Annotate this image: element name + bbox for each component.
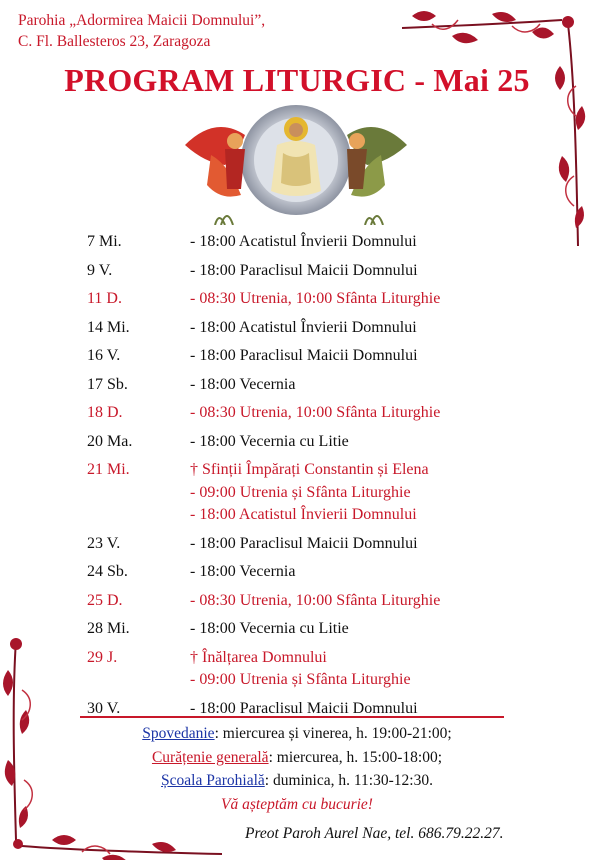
schedule-row [87, 558, 527, 587]
confession-note [0, 722, 594, 746]
schedule-row [87, 228, 527, 257]
schedule-day: 30 V. [87, 699, 121, 717]
schedule-event-line: - 18:00 Vecernia cu Litie [190, 432, 349, 450]
cleaning-text: : miercurea, h. 15:00-18:00; [268, 748, 443, 766]
schedule-row [87, 371, 527, 400]
cleaning-label: Curățenie generală [151, 748, 269, 766]
schedule-event-line: - 18:00 Vecernia cu Litie [190, 620, 349, 637]
ascension-icon [165, 105, 427, 225]
schedule-day: 25 D. [87, 591, 123, 609]
schedule-events [190, 260, 527, 283]
schedule-day: 23 V. [87, 534, 121, 552]
schedule-event-line: - 18:00 Acatistul Învierii Domnului [190, 506, 417, 523]
school-note [0, 769, 594, 793]
schedule-row [87, 257, 527, 286]
schedule-day: 7 Mi. [87, 233, 122, 250]
schedule-day: 9 V. [87, 261, 113, 279]
schedule-events [190, 402, 527, 425]
schedule-events [190, 618, 527, 641]
cleaning-note [0, 746, 594, 770]
schedule-day: 20 Ma. [87, 432, 133, 450]
schedule-event-line: - 18:00 Acatistul Învierii Domnului [190, 233, 417, 250]
schedule-day: 14 Mi. [87, 318, 130, 336]
schedule-row [87, 399, 527, 428]
confession-text: : miercurea și vinerea, h. 19:00-21:00; [214, 725, 452, 742]
schedule-event-line: - 18:00 Paraclisul Maicii Domnului [190, 534, 418, 552]
schedule-list [87, 228, 527, 723]
parish-name: Parohia „Adormirea Maicii Domnului”, [18, 12, 266, 29]
schedule-event-line: - 18:00 Paraclisul Maicii Domnului [190, 347, 418, 364]
notes-section [0, 722, 594, 816]
schedule-day: 21 Mi. [87, 461, 130, 478]
schedule-event-line: - 18:00 Vecernia [190, 563, 296, 580]
schedule-events [190, 533, 527, 556]
schedule-day: 29 J. [87, 648, 118, 666]
schedule-events [190, 561, 527, 584]
schedule-day: 28 Mi. [87, 620, 130, 637]
schedule-events [190, 317, 527, 340]
schedule-event-line: - 18:00 Paraclisul Maicii Domnului [190, 699, 418, 717]
priest-contact: Preot Paroh Aurel Nae, tel. 686.79.22.27. [245, 825, 504, 842]
schedule-event-line: - 18:00 Acatistul Învierii Domnului [190, 318, 417, 336]
parish-header [18, 10, 265, 52]
schedule-events [190, 231, 527, 254]
schedule-event-line: - 18:00 Vecernia [190, 375, 296, 393]
schedule-event-line: - 08:30 Utrenia, 10:00 Sfânta Liturghie [190, 404, 441, 421]
schedule-events [190, 374, 527, 397]
schedule-events [190, 345, 527, 368]
schedule-row [87, 695, 527, 724]
schedule-row [87, 342, 527, 371]
schedule-day: 11 D. [87, 290, 122, 307]
schedule-event-line: - 18:00 Paraclisul Maicii Domnului [190, 261, 418, 279]
schedule-row [87, 285, 527, 314]
school-label: Școala Parohială [161, 772, 265, 789]
schedule-events [190, 288, 527, 311]
schedule-row [87, 644, 527, 695]
parish-address: C. Fl. Ballesteros 23, Zaragoza [18, 33, 211, 50]
school-text: : duminica, h. 11:30-12:30. [264, 772, 433, 789]
schedule-day: 18 D. [87, 404, 123, 421]
schedule-event-line: † Înălțarea Domnului [190, 648, 327, 666]
welcome-note: Vă așteptăm cu bucurie! [221, 795, 373, 813]
schedule-events [190, 590, 527, 613]
schedule-event-line: - 09:00 Utrenia și Sfânta Liturghie [190, 483, 411, 501]
schedule-event-line: - 09:00 Utrenia și Sfânta Liturghie [190, 671, 411, 688]
schedule-row [87, 587, 527, 616]
schedule-day: 17 Sb. [87, 375, 128, 393]
schedule-row [87, 428, 527, 457]
schedule-row [87, 314, 527, 343]
schedule-events [190, 431, 527, 454]
schedule-event-line: † Sfinții Împărați Constantin și Elena [190, 461, 429, 478]
schedule-events [190, 647, 527, 692]
confession-label: Spovedanie [142, 725, 215, 742]
page-title: PROGRAM LITURGIC - Mai 25 [64, 62, 530, 98]
schedule-event-line: - 08:30 Utrenia, 10:00 Sfânta Liturghie [190, 591, 441, 609]
schedule-day: 24 Sb. [87, 563, 128, 580]
schedule-row [87, 530, 527, 559]
schedule-events [190, 459, 527, 527]
divider [80, 716, 504, 718]
schedule-row [87, 615, 527, 644]
schedule-day: 16 V. [87, 347, 121, 364]
schedule-event-line: - 08:30 Utrenia, 10:00 Sfânta Liturghie [190, 290, 441, 307]
schedule-row [87, 456, 527, 530]
